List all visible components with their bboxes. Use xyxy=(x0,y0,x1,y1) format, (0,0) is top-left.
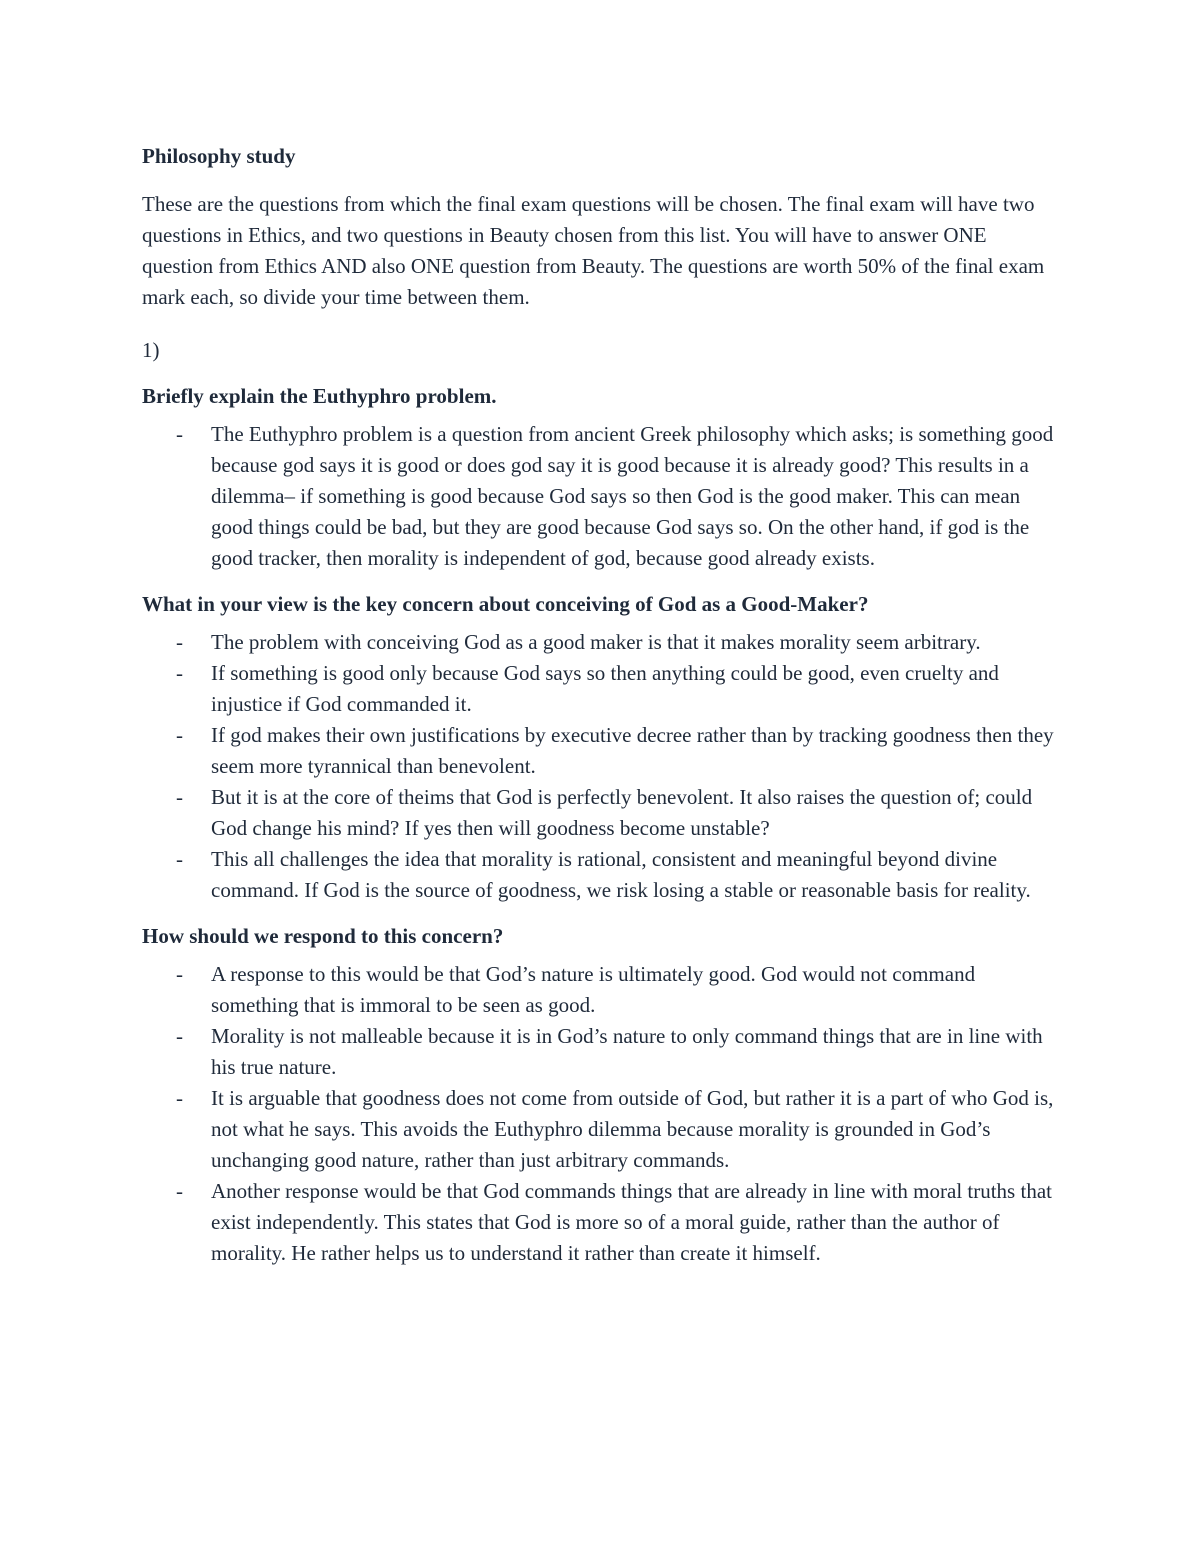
document-page xyxy=(142,138,1062,1283)
answer-text: But it is at the core of theims that God is perfectly benevolent. It also raises the question of; could God change his mind? If yes then will goodness become unstable? xyxy=(211,785,1033,840)
bullet-dash: - xyxy=(176,962,183,986)
question-heading: Briefly explain the Euthyphro problem. xyxy=(142,384,497,408)
answer-text: This all challenges the idea that morality is rational, consistent and meaningful beyond divine command. If God is the source of goodness, we risk losing a stable or reasonable basis for reality. xyxy=(211,847,1031,902)
bullet-dash: - xyxy=(176,422,183,446)
question-section-euthyphro xyxy=(142,380,1062,574)
bullet-dash: - xyxy=(176,847,183,871)
question-section-good-maker-concern xyxy=(142,588,1062,906)
answer-item xyxy=(142,627,1062,658)
bullet-dash: - xyxy=(176,630,183,654)
bullet-dash: - xyxy=(176,661,183,685)
answer-item xyxy=(142,844,1062,906)
answer-item xyxy=(142,419,1062,574)
answer-text: The problem with conceiving God as a good maker is that it makes morality seem arbitrary. xyxy=(211,630,981,654)
answer-item xyxy=(142,720,1062,782)
bullet-dash: - xyxy=(176,1086,183,1110)
answer-list xyxy=(142,419,1062,574)
question-number: 1) xyxy=(142,338,160,362)
answer-text: It is arguable that goodness does not come from outside of God, but rather it is a part of who God is, not what he says. This avoids the Euthyphro dilemma because morality is grounded in God’s unchanging good nature, rather than just arbitrary commands. xyxy=(211,1086,1054,1172)
bullet-dash: - xyxy=(176,723,183,747)
answer-list xyxy=(142,959,1062,1269)
answer-text: The Euthyphro problem is a question from ancient Greek philosophy which asks; is something good because god says it is good or does god say it is good because it is already good? This results in a dilemma– if something is good because God says so then God is the good maker. This can mean good things could be bad, but they are good because God says so. On the other hand, if god is the good tracker, then morality is independent of god, because good already exists. xyxy=(211,422,1054,570)
document-title: Philosophy study xyxy=(142,144,296,168)
bullet-dash: - xyxy=(176,785,183,809)
answer-item xyxy=(142,1176,1062,1269)
answer-list xyxy=(142,627,1062,906)
question-section-response xyxy=(142,920,1062,1269)
answer-text: If god makes their own justifications by executive decree rather than by tracking goodness then they seem more tyrannical than benevolent. xyxy=(211,723,1054,778)
bullet-dash: - xyxy=(176,1179,183,1203)
question-heading: How should we respond to this concern? xyxy=(142,924,504,948)
answer-item xyxy=(142,782,1062,844)
answer-text: Another response would be that God commands things that are already in line with moral truths that exist independently. This states that God is more so of a moral guide, rather than the author of morality. He rather helps us to understand it rather than create it himself. xyxy=(211,1179,1052,1265)
answer-item xyxy=(142,959,1062,1021)
intro-paragraph: These are the questions from which the final exam questions will be chosen. The final exam will have two questions in Ethics, and two questions in Beauty chosen from this list. You will have to answer ONE question from Ethics AND also ONE question from Beauty. The questions are worth 50% of the final exam mark each, so divide your time between them. xyxy=(142,192,1045,309)
question-heading: What in your view is the key concern about conceiving of God as a Good-Maker? xyxy=(142,592,869,616)
bullet-dash: - xyxy=(176,1024,183,1048)
answer-item xyxy=(142,1021,1062,1083)
answer-text: A response to this would be that God’s nature is ultimately good. God would not command something that is immoral to be seen as good. xyxy=(211,962,976,1017)
answer-text: If something is good only because God says so then anything could be good, even cruelty and injustice if God commanded it. xyxy=(211,661,999,716)
answer-item xyxy=(142,658,1062,720)
answer-text: Morality is not malleable because it is in God’s nature to only command things that are in line with his true nature. xyxy=(211,1024,1043,1079)
answer-item xyxy=(142,1083,1062,1176)
